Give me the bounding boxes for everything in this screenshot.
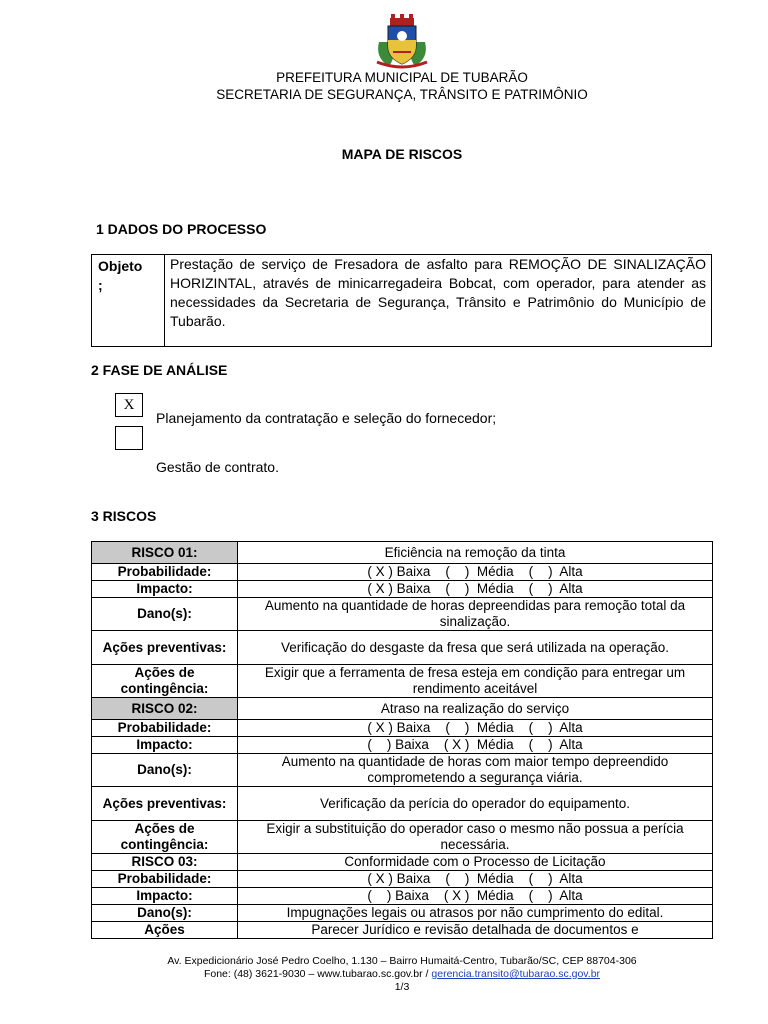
risk-table <box>91 541 713 939</box>
risk-row <box>92 581 713 598</box>
risk-row <box>92 905 713 922</box>
risk-row-value: Conformidade com o Processo de Licitação <box>238 854 713 871</box>
risk-row <box>92 631 713 665</box>
risk-row-label: Dano(s): <box>92 905 238 922</box>
header-line-1: PREFEITURA MUNICIPAL DE TUBARÃO <box>276 70 528 85</box>
risk-row-label: Probabilidade: <box>92 720 238 737</box>
risk-row <box>92 871 713 888</box>
option-planning-label: Planejamento da contratação e seleção do fornecedor; <box>156 410 497 426</box>
risk-row-value: ( ) Baixa ( X ) Média ( ) Alta <box>238 888 713 905</box>
risk-row <box>92 787 713 821</box>
footer-address: Av. Expedicionário José Pedro Coelho, 1.130 – Bairro Humaitá-Centro, Tubarão/SC, CEP 88704-306 <box>167 955 637 967</box>
municipal-crest-logo <box>371 12 433 70</box>
risk-row-label: Probabilidade: <box>92 871 238 888</box>
risk-row-value: Atraso na realização do serviço <box>238 698 713 720</box>
risk-row <box>92 888 713 905</box>
risk-row <box>92 737 713 754</box>
risk-row-value: Aumento na quantidade de horas depreendidas para remoção total da sinalização. <box>238 598 713 631</box>
risk-row-value: Verificação do desgaste da fresa que será utilizada na operação. <box>238 631 713 665</box>
risk-row-label: Impacto: <box>92 581 238 598</box>
header-line-2: SECRETARIA DE SEGURANÇA, TRÂNSITO E PATRIMÔNIO <box>216 87 588 102</box>
risk-row-label: RISCO 02: <box>92 698 238 720</box>
object-label: Objeto ; <box>92 255 165 347</box>
footer-email-link[interactable]: gerencia.transito@tubarao.sc.gov.br <box>431 968 601 980</box>
risk-row-label: Probabilidade: <box>92 564 238 581</box>
checkbox-planning[interactable]: X <box>115 393 143 417</box>
risk-row-label: RISCO 01: <box>92 542 238 564</box>
risk-row-value: ( X ) Baixa ( ) Média ( ) Alta <box>238 871 713 888</box>
risk-row-value: Exigir que a ferramenta de fresa esteja em condição para entregar um rendimento aceitável <box>238 665 713 698</box>
risk-row-label: Dano(s): <box>92 598 238 631</box>
risk-row <box>92 598 713 631</box>
risk-row-label: Ações de contingência: <box>92 665 238 698</box>
option-contract-management-label: Gestão de contrato. <box>156 459 279 475</box>
footer-contact <box>0 968 768 981</box>
risk-row-label: Ações de contingência: <box>92 821 238 854</box>
risk-row-label: Ações preventivas: <box>92 787 238 821</box>
risk-row-value: Parecer Jurídico e revisão detalhada de documentos e <box>238 922 713 939</box>
risk-row-value: Aumento na quantidade de horas com maior tempo depreendido comprometendo a segurança viária. <box>238 754 713 787</box>
page-number: 1/3 <box>394 981 410 993</box>
risk-row <box>92 854 713 871</box>
risk-row-label: Dano(s): <box>92 754 238 787</box>
section-3-heading: 3 RISCOS <box>91 508 157 524</box>
object-table <box>91 254 712 347</box>
risk-row-value: Eficiência na remoção da tinta <box>238 542 713 564</box>
risk-row-label: Impacto: <box>92 888 238 905</box>
risk-row-value: Impugnações legais ou atrasos por não cumprimento do edital. <box>238 905 713 922</box>
risk-row-value: ( X ) Baixa ( ) Média ( ) Alta <box>238 564 713 581</box>
document-title: MAPA DE RISCOS <box>341 146 463 162</box>
risk-row <box>92 754 713 787</box>
risk-row <box>92 665 713 698</box>
risk-row-label: Ações preventivas: <box>92 631 238 665</box>
risk-row-value: ( X ) Baixa ( ) Média ( ) Alta <box>238 581 713 598</box>
risk-row-value: ( X ) Baixa ( ) Média ( ) Alta <box>238 720 713 737</box>
risk-row <box>92 720 713 737</box>
risk-row-label: RISCO 03: <box>92 854 238 871</box>
risk-row <box>92 564 713 581</box>
risk-row-value: Verificação da perícia do operador do equipamento. <box>238 787 713 821</box>
risk-row <box>92 821 713 854</box>
risk-row <box>92 542 713 564</box>
risk-row-label: Ações <box>92 922 238 939</box>
risk-row-value: ( ) Baixa ( X ) Média ( ) Alta <box>238 737 713 754</box>
section-1-heading: 1 DADOS DO PROCESSO <box>96 221 267 237</box>
risk-row <box>92 698 713 720</box>
risk-row <box>92 922 713 939</box>
risk-row-label: Impacto: <box>92 737 238 754</box>
object-description: Prestação de serviço de Fresadora de asfalto para REMOÇÃO DE SINALIZAÇÃO HORIZINTAL, através de minicarregadeira Bobcat, com operador, para atender as necessidades da Secretaria de Segurança, Trânsito e Patrimônio do Município de Tubarão. <box>165 255 712 347</box>
section-2-heading: 2 FASE DE ANÁLISE <box>91 362 228 378</box>
risk-row-value: Exigir a substituição do operador caso o mesmo não possua a perícia necessária. <box>238 821 713 854</box>
footer-phone-web: Fone: (48) 3621-9030 – www.tubarao.sc.gov.br / <box>203 968 432 980</box>
checkbox-contract-management[interactable] <box>115 426 143 450</box>
